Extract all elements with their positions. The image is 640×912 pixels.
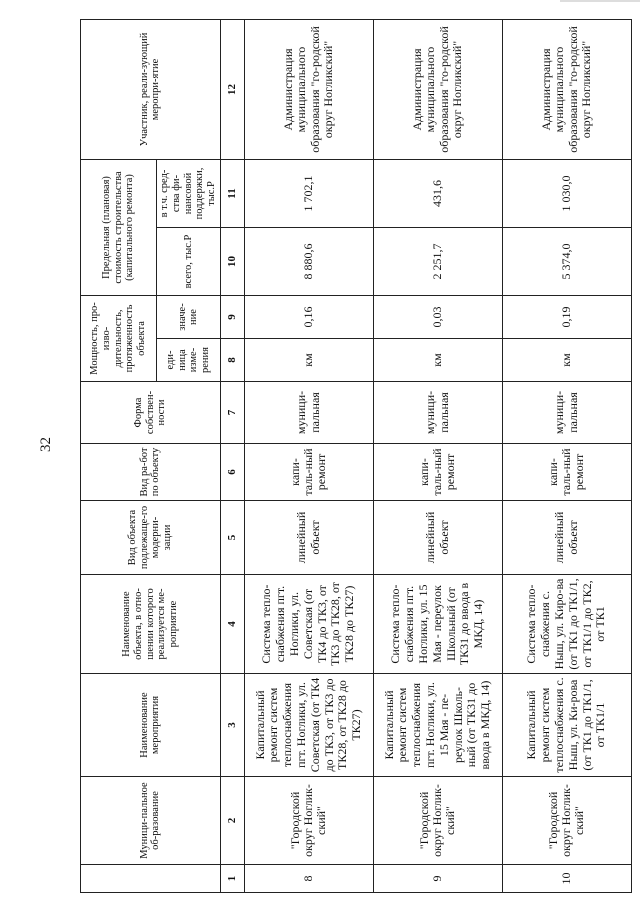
participant-cell: Администрация муниципального образования "го-родской округ Ногликский" [502,20,631,160]
value-cell: 0,16 [244,296,373,339]
cost-total-cell: 5 374,0 [502,228,631,296]
work-type-cell: капи-таль-ный ремонт [373,444,502,501]
table-row [244,20,373,893]
table-row [373,20,502,893]
municipality-cell: "Городской округ Ноглик-ский" [373,777,502,865]
work-type-cell: капи-таль-ный ремонт [502,444,631,501]
object-type-cell: линейный объект [502,501,631,575]
object-cell: Система тепло-снабжения пгт. Ноглики, ул. 15 Мая - переулок Школьный (от ТК31 до ввода в МКД, 14) [373,575,502,674]
measure-cell: Капитальный ремонт систем теплоснабжения пгт. Ноглики, ул. 15 Мая - пе-реулок Школь-ный (от ТК31 до ввода в МКД, 14) [373,674,502,777]
cost-support-cell: 431,6 [373,160,502,228]
row-number: 9 [373,865,502,893]
unit-cell: км [244,339,373,382]
header-unit: еди-ница изме-рения [157,339,221,382]
column-number: 6 [220,444,244,501]
cost-support-cell: 1 030,0 [502,160,631,228]
ownership-cell: муници-пальная [373,382,502,444]
header-municipality: Муници-пальное об-разование [81,777,221,865]
municipality-cell: "Городской округ Ноглик-ский" [502,777,631,865]
funding-table [80,19,632,893]
column-number: 8 [220,339,244,382]
header-object: Наименование объекта, в отно-шении которого реализуется ме-роприятие [81,575,221,674]
column-number: 1 [220,865,244,893]
object-cell: Система тепло-снабжения с. Ныш, ул. Киро-ва (от ТК1 до ТК1/1, от ТК1/1 до ТК2, от ТК1 [502,575,631,674]
header-value: значе-ние [157,296,221,339]
column-number: 12 [220,20,244,160]
column-number: 5 [220,501,244,575]
column-number: 11 [220,160,244,228]
row-number: 10 [502,865,631,893]
header-capacity-group: Мощность, про-изво-дительность, протяженность объекта [81,296,157,382]
object-cell: Система тепло-снабжения пгт. Ноглики, ул. Советская (от ТК4 до ТК3, от ТК3 до ТК28, от ТК28 до ТК27) [244,575,373,674]
cost-support-cell: 1 702,1 [244,160,373,228]
rotated-table-container [80,20,624,893]
value-cell: 0,03 [373,296,502,339]
cost-total-cell: 8 880,6 [244,228,373,296]
header-ownership: Форма собствен-ности [81,382,221,444]
column-number: 9 [220,296,244,339]
column-number: 2 [220,777,244,865]
page-number: 32 [38,437,54,452]
column-number: 4 [220,575,244,674]
measure-cell: Капитальный ремонт систем теплоснабжения с. Ныш, ул. Ки-рова (от ТК1 до ТК1/1, от ТК1/1 [502,674,631,777]
object-type-cell: линейный объект [244,501,373,575]
header-col-1 [81,865,221,893]
scan-edge-line [560,0,640,2]
table-row [502,20,631,893]
ownership-cell: муници-пальная [502,382,631,444]
unit-cell: км [502,339,631,382]
header-work-type: Вид ра-бот по объекту [81,444,221,501]
header-cost-support: в т.ч. сред-ства фи-нансовой поддержки, тыс.Р [157,160,221,228]
column-number: 10 [220,228,244,296]
header-participant: Участник, реали-зующий меропри-ятие [81,20,221,160]
column-number: 3 [220,674,244,777]
work-type-cell: капи-таль-ный ремонт [244,444,373,501]
participant-cell: Администрация муниципального образования "го-родской округ Ногликский" [244,20,373,160]
header-cost-group: Предельная (плановая) стоимость строительства (капитального ремонта) [81,160,157,296]
participant-cell: Администрация муниципального образования "го-родской округ Ногликский" [373,20,502,160]
header-measure: Наименование мероприятия [81,674,221,777]
object-type-cell: линейный объект [373,501,502,575]
header-cost-total: всего, тыс.Р [157,228,221,296]
ownership-cell: муници-пальная [244,382,373,444]
unit-cell: км [373,339,502,382]
row-number: 8 [244,865,373,893]
measure-cell: Капитальный ремонт систем теплоснабжения пгт. Ноглики, ул. Советская (от ТК4 до ТК3, от ТК3 до ТК28, от ТК28 до ТК27) [244,674,373,777]
cost-total-cell: 2 251,7 [373,228,502,296]
header-object-type: Вид объекта подлежаще-го модерни-зации [81,501,221,575]
column-number: 7 [220,382,244,444]
value-cell: 0,19 [502,296,631,339]
municipality-cell: "Городской округ Ноглик-ский" [244,777,373,865]
